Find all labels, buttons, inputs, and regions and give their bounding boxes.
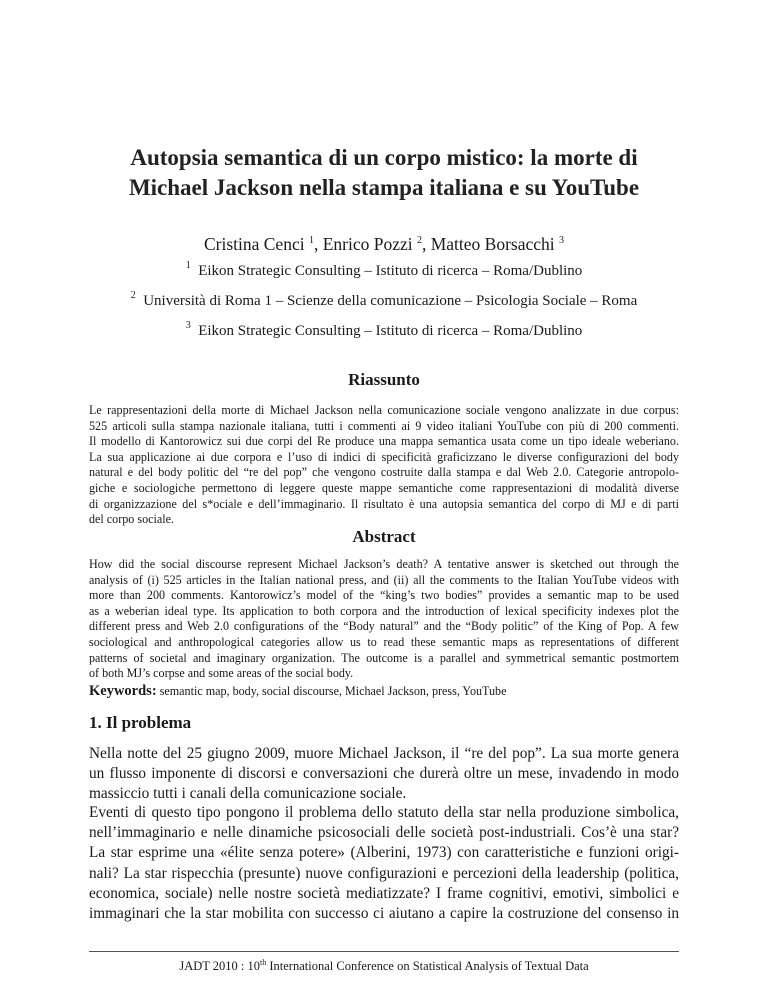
keywords (89, 683, 679, 699)
affiliation (60, 322, 708, 340)
affiliation-text: Università di Roma 1 – Scienze della comunicazione – Psicologia Sociale – Roma (143, 293, 638, 309)
text-line: analysis of (i) 525 articles in the Italian national press, and (ii) all the comments to the Italian YouTube videos with (89, 572, 679, 587)
footer-text: JADT 2010 : 10 (179, 959, 261, 973)
text-line: natural e del body politic del “re del pop” che vengono costruite dalla stampa e dal Web 2.0. Categorie antropolo- (89, 465, 679, 480)
author-name: Cristina Cenci (203, 234, 305, 254)
text-line: as a weberian ideal type. Its application to both corpora and the introduction of lexical specificity indexes plot the (89, 603, 679, 618)
riassunto-heading: Riassunto (348, 370, 420, 389)
text-line: patterns of societal and imaginary organization. The outcome is a parallel and symmetrical semantic postmortem (89, 650, 679, 665)
author-affiliation-mark: 1 (308, 235, 314, 246)
author-affiliation-mark: 3 (559, 235, 565, 246)
keywords-label: Keywords: (89, 683, 157, 699)
footer-text: International Conference on Statistical Analysis of Textual Data (266, 959, 589, 973)
text-line: more than 200 comments. Kantorowicz’s model of the “king’s two bodies” provides a semantic map to be used (89, 588, 679, 603)
affiliation-text: Eikon Strategic Consulting – Istituto di ricerca – Roma/Dublino (198, 323, 583, 339)
body-paragraph (89, 803, 679, 924)
author-name: Enrico Pozzi (322, 234, 413, 254)
text-line: Nella notte del 25 giugno 2009, muore Michael Jackson, il “re del pop”. La sua morte genera (89, 745, 679, 762)
text-line: of both MJ’s corpse and some areas of the social body. (89, 666, 354, 681)
text-line: giche e sociologiche permettono di leggere queste mappe semantiche come rappresentazioni di modalità diverse (89, 480, 679, 495)
text-line: economica, sociale) nelle nostre società mediatizzate? I frame cognitivi, emotivi, simbolici e (89, 884, 679, 902)
text-line: How did the social discourse represent Michael Jackson’s death? A tentative answer is sketched out through the (89, 557, 679, 571)
text-line: nali? La star rispecchia (presunte) nuove configurazioni e percezioni della leadership (politica, (89, 864, 679, 882)
text-line: Il modello di Kantorowicz sui due corpi del Re produce una mappa semantica usata come un tipo ideale weberiano. (89, 434, 679, 449)
affiliation (60, 262, 708, 280)
author-name: Matteo Borsacchi (430, 234, 555, 254)
text-line: La star esprime una «élite senza potere» (Alberini, 1973) con caratteristiche e funzioni origi- (89, 844, 679, 862)
affiliation-mark: 3 (185, 320, 191, 331)
section-heading: 1. Il problema (89, 713, 192, 732)
text-line: un flusso imponente di discorsi e conversazioni che durerà oltre un mese, invadendo in modo (89, 765, 679, 783)
title-line-2: Michael Jackson nella stampa italiana e su YouTube (128, 175, 640, 200)
riassunto-text (89, 403, 679, 528)
author-affiliation-mark: 2 (416, 235, 422, 246)
page-footer (89, 958, 679, 974)
author-separator: , (421, 234, 431, 254)
author-list (60, 233, 708, 255)
title-line-1: Autopsia semantica di un corpo mistico: la morte di (130, 145, 638, 170)
affiliation-mark: 2 (130, 290, 136, 301)
affiliation (60, 292, 708, 310)
text-line: massiccio tutti i canali della comunicazione sociale. (89, 785, 407, 803)
text-line: sociological and anthropological categories allow us to read these semantic maps as representations of different (89, 634, 679, 649)
text-line: La sua applicazione ai due corpora e l’uso di indici di specificità graficizzano le diverse configurazioni del body (89, 449, 679, 464)
footer-rule (89, 951, 679, 952)
author-separator: , (313, 234, 323, 254)
text-line: del corpo sociale. (89, 512, 174, 527)
text-line: Le rappresentazioni della morte di Michael Jackson nella comunicazione sociale vengono analizzate in due corpus: (89, 403, 679, 417)
text-line: immaginari che la star mobilita con successo ci aiutano a capire la costruzione del consenso in (89, 905, 679, 923)
text-line: 525 articoli sulla stampa nazionale italiana, tutti i commenti ai 9 video italiani YouTube con più di 200 commenti. (89, 418, 679, 433)
abstract-heading: Abstract (352, 527, 416, 546)
paper-title (60, 143, 708, 203)
affiliation-mark: 1 (185, 260, 191, 271)
text-line: di organizzazione del s*ociale e dell’immaginario. Il risultato è una autopsia semantica del corpo di MJ e di parti (89, 496, 679, 511)
text-line: nell’immaginario e nelle dinamiche psicosociali delle società post-industriali. Cos’è una star? (89, 824, 679, 842)
text-line: Eventi di questo tipo pongono il problema dello statuto della star nella produzione simbolica, (89, 804, 679, 821)
footer-ordinal: th (260, 958, 267, 967)
text-line: different press and Web 2.0 configurations of the “Body natural” and the “Body politic” of the King of Pop. A few (89, 619, 679, 634)
abstract-text (89, 557, 679, 682)
keywords-text: semantic map, body, social discourse, Michael Jackson, press, YouTube (159, 684, 507, 698)
body-paragraph (89, 744, 679, 805)
affiliation-text: Eikon Strategic Consulting – Istituto di ricerca – Roma/Dublino (198, 263, 583, 279)
